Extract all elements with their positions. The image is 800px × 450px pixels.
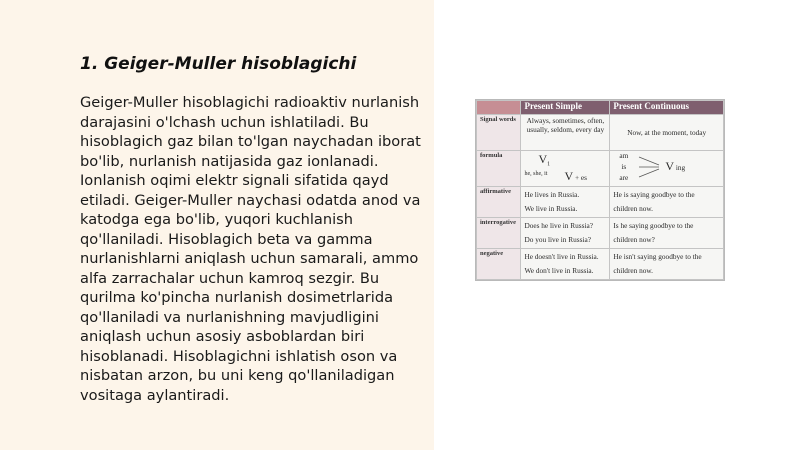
signal-words-simple: Always, sometimes, often, usually, seldom, every day — [521, 115, 610, 151]
formula-he-she-it: he, she, it — [524, 171, 548, 177]
grammar-table-image — [475, 99, 725, 281]
slide-title: 1. Geiger-Muller hisoblagichi — [80, 54, 357, 74]
example-line: We live in Russia. — [524, 204, 578, 213]
formula-is: is — [621, 162, 627, 171]
example-line: Is he saying goodbye to the — [613, 221, 694, 230]
table-row — [477, 115, 724, 151]
table-row — [477, 218, 724, 249]
example-line: Do you live in Russia? — [524, 235, 591, 244]
formula-ves-v: V — [564, 169, 574, 183]
example-line: He isn't saying goodbye to the — [613, 252, 702, 261]
arrows-icon — [637, 154, 663, 180]
table-row — [477, 187, 724, 218]
grammar-table — [476, 100, 724, 280]
interrogative-continuous — [610, 218, 724, 249]
affirmative-continuous — [610, 187, 724, 218]
example-line: We don't live in Russia. — [524, 266, 594, 275]
formula-simple — [521, 151, 610, 187]
formula-v1-sub: 1 — [547, 161, 551, 168]
affirmative-simple — [521, 187, 610, 218]
slide-body-text: Geiger-Muller hisoblagichi radioaktiv nurlanish darajasini o'lchash uchun ishlatiladi. Bu hisoblagich gaz bilan to'lgan naychadan iborat bo'lib, nurlanish natijasida gaz ionlanadi. Ionlanish oqimi elektr signali sifatida qayd etiladi. Geiger-Muller naychasi odatda anod va katodga ega bo'lib, yuqori kuchlanish qo'llaniladi. Hisoblagich beta va gamma nurlanishlarni aniqlash uchun samarali, ammo alfa zarrachalar uchun kamroq sezgir. Bu qurilma ko'pincha nurlanish dosimetrlarida qo'llaniladi va nurlanishning mavjudligini aniqlash uchun asosiy asboblardan biri hisoblanadi. Hisoblagichni ishlatish oson va nisbatan arzon, bu uni keng qo'llaniladigan vositaga aylantiradi. — [80, 94, 421, 404]
table-row — [477, 151, 724, 187]
table-header-row — [477, 101, 724, 115]
example-line: Does he live in Russia? — [524, 221, 593, 230]
table-header-corner — [477, 101, 521, 115]
row-label: interrogative — [477, 218, 521, 249]
example-line: He is saying goodbye to the — [613, 190, 695, 199]
table-header-present-simple: Present Simple — [521, 101, 610, 115]
formula-ves-suffix: + es — [574, 173, 587, 182]
formula-v1: V — [538, 152, 548, 166]
negative-simple — [521, 249, 610, 280]
example-line: He lives in Russia. — [524, 190, 580, 199]
row-label: negative — [477, 249, 521, 280]
signal-words-continuous: Now, at the moment, today — [610, 115, 724, 151]
negative-continuous — [610, 249, 724, 280]
row-label: Signal words — [477, 115, 521, 151]
formula-ing: ing — [675, 163, 686, 172]
example-line: children now. — [613, 204, 654, 213]
formula-am: am — [619, 151, 629, 160]
example-line: children now? — [613, 235, 655, 244]
formula-cont-v: V — [665, 159, 675, 173]
row-label: formula — [477, 151, 521, 187]
table-header-present-continuous: Present Continuous — [610, 101, 724, 115]
example-line: children now. — [613, 266, 654, 275]
interrogative-simple — [521, 218, 610, 249]
row-label: affirmative — [477, 187, 521, 218]
formula-continuous — [610, 151, 724, 187]
formula-are: are — [619, 173, 629, 182]
table-row — [477, 249, 724, 280]
example-line: He doesn't live in Russia. — [524, 252, 599, 261]
